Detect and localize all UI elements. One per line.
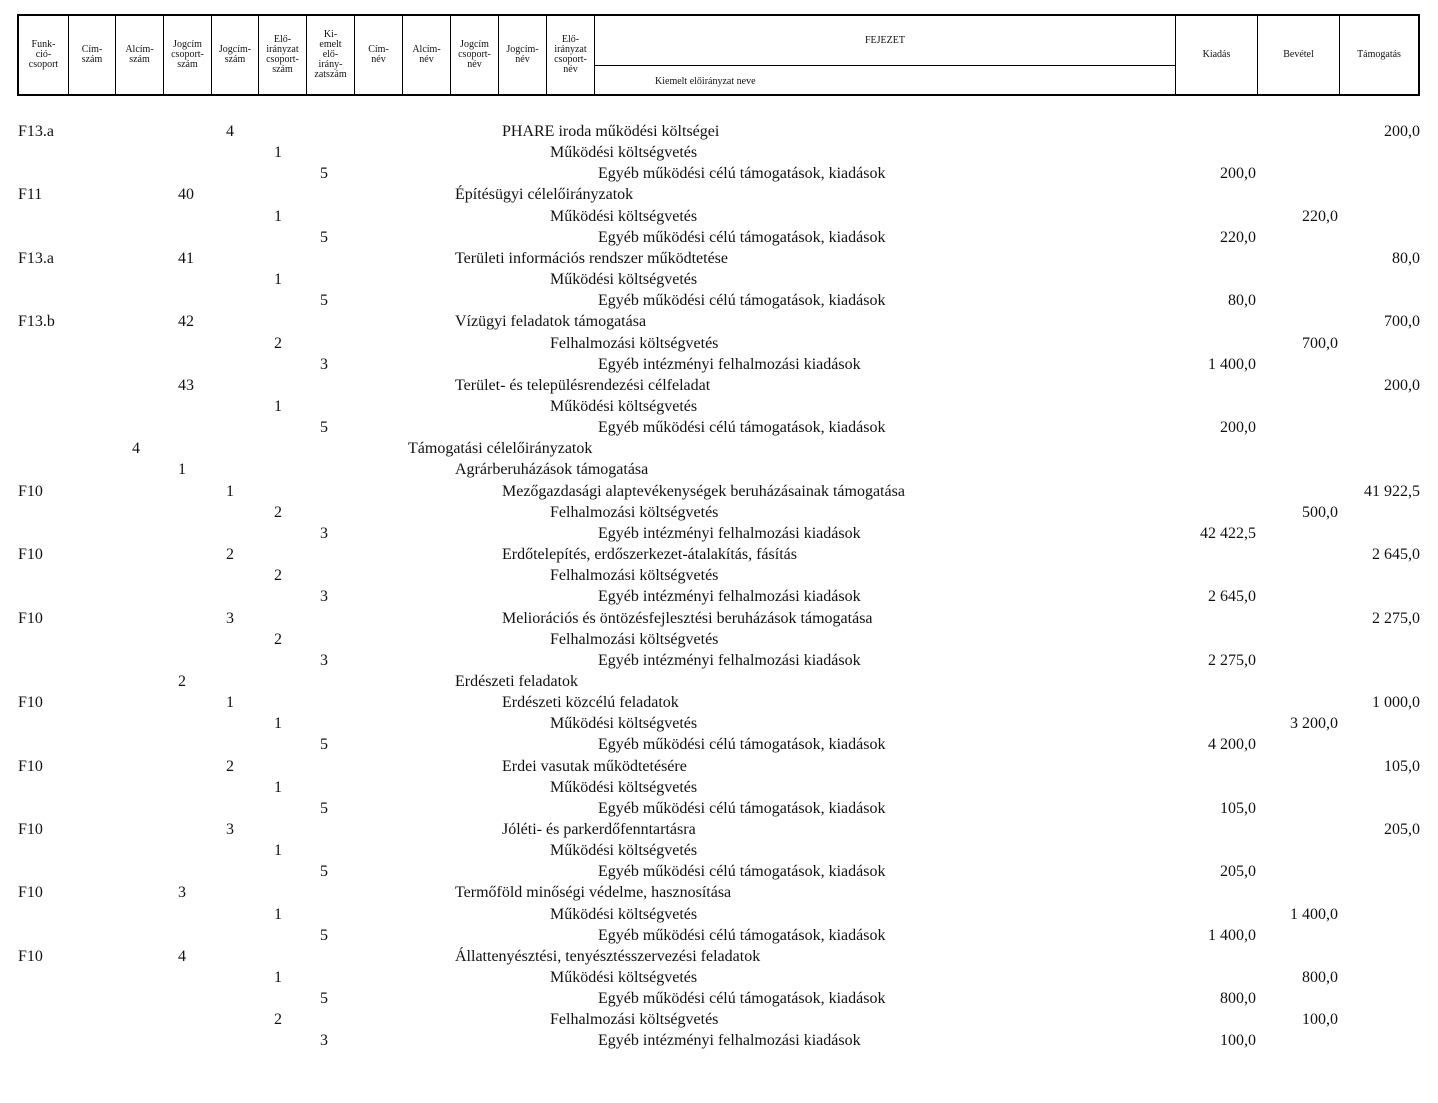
row-kiemelt-eloiranyzat-szam: 3 [320, 588, 328, 606]
row-name: Működési költségvetés [550, 207, 698, 225]
row-funkcio-csoport: F13.b [18, 313, 55, 331]
row-name: Működési költségvetés [550, 144, 698, 162]
table-row [0, 438, 1438, 459]
row-name: Termőföld minőségi védelme, hasznosítása [455, 884, 732, 902]
table-row [0, 925, 1438, 946]
row-kiemelt-eloiranyzat-szam: 3 [320, 355, 328, 373]
row-alcim-szam: 4 [178, 947, 186, 965]
row-name: Egyéb működési célú támogatások, kiadások [598, 799, 886, 817]
row-kiadas: 1 400,0 [1208, 355, 1256, 373]
table-row [0, 1009, 1438, 1030]
row-name: Egyéb működési célú támogatások, kiadások [598, 165, 886, 183]
row-funkcio-csoport: F13.a [18, 123, 54, 140]
row-kiemelt-eloiranyzat-szam: 3 [320, 524, 328, 542]
row-tamogatas: 2 275,0 [1372, 609, 1420, 627]
row-name: Területi információs rendszer működtetése [455, 249, 728, 267]
row-name: Egyéb működési célú támogatások, kiadások [598, 863, 886, 881]
row-name: Erdei vasutak működtetésére [502, 757, 687, 775]
table-row [0, 798, 1438, 819]
table-row [0, 988, 1438, 1009]
row-tamogatas: 200,0 [1384, 376, 1420, 394]
row-funkcio-csoport: F10 [18, 482, 43, 500]
table-row [0, 248, 1438, 269]
header-jogcim-csoport-nev: Jogcím csoport- név [451, 16, 499, 94]
table-row [0, 904, 1438, 925]
row-kiemelt-eloiranyzat-szam: 3 [320, 1032, 328, 1050]
row-name: Egyéb működési célú támogatások, kiadások [598, 926, 886, 944]
table-row [0, 967, 1438, 988]
row-name: Egyéb intézményi felhalmozási kiadások [598, 1032, 861, 1050]
row-name: Terület- és településrendezési célfeladat [455, 376, 711, 394]
row-name: Működési költségvetés [550, 778, 698, 796]
row-name: Mezőgazdasági alaptevékenységek beruházásainak támogatása [502, 482, 905, 500]
table-row [0, 565, 1438, 586]
header-jogcim-csoport-szam: Jogcím csoport- szám [164, 16, 212, 94]
row-eloiranyzat-csoport-szam: 2 [274, 503, 282, 521]
row-name: Egyéb működési célú támogatások, kiadások [598, 228, 886, 246]
row-tamogatas: 80,0 [1392, 249, 1420, 267]
row-kiadas: 205,0 [1220, 863, 1256, 881]
row-alcim-szam: 43 [178, 376, 194, 394]
row-kiadas: 220,0 [1220, 228, 1256, 246]
header-tamogatas: Támogatás [1357, 49, 1401, 60]
row-name: Építésügyi célelőirányzatok [455, 186, 634, 204]
row-kiadas: 2 645,0 [1208, 588, 1256, 606]
row-funkcio-csoport: F10 [18, 820, 43, 838]
table-row [0, 692, 1438, 713]
table-row [0, 142, 1438, 163]
table-row [0, 882, 1438, 903]
row-kiemelt-eloiranyzat-szam: 5 [320, 165, 328, 183]
row-eloiranyzat-csoport-szam: 2 [274, 630, 282, 648]
header-cim-szam: Cím- szám [69, 16, 116, 94]
row-funkcio-csoport: F13.a [18, 249, 54, 267]
row-jogcim-szam: 1 [226, 694, 234, 711]
row-name: Támogatási célelőirányzatok [408, 440, 593, 458]
row-kiadas: 1 400,0 [1208, 926, 1256, 944]
row-tamogatas: 700,0 [1384, 313, 1420, 331]
row-alcim-szam: 40 [178, 186, 194, 204]
row-tamogatas: 41 922,5 [1364, 482, 1420, 500]
table-row [0, 184, 1438, 205]
row-eloiranyzat-csoport-szam: 1 [274, 271, 282, 288]
row-kiadas: 200,0 [1220, 419, 1256, 437]
table-row [0, 459, 1438, 480]
header-bevetel: Bevétel [1258, 16, 1340, 94]
row-name: Egyéb intézményi felhalmozási kiadások [598, 524, 861, 542]
row-kiadas: 100,0 [1220, 1032, 1256, 1050]
row-eloiranyzat-csoport-szam: 2 [274, 1011, 282, 1029]
row-name: Állattenyésztési, tenyésztésszervezési feladatok [455, 947, 761, 965]
row-name: Felhalmozási költségvetés [550, 567, 719, 585]
row-kiadas: 80,0 [1228, 292, 1256, 310]
row-name: Egyéb működési célú támogatások, kiadások [598, 419, 886, 437]
row-name: Erdészeti közcélú feladatok [502, 694, 679, 711]
header-kiadas: Kiadás [1176, 16, 1258, 94]
row-jogcim-szam: 4 [226, 123, 234, 140]
table-row [0, 608, 1438, 629]
table-row [0, 481, 1438, 502]
header-cim-nev: Cím- név [355, 16, 403, 94]
row-kiadas: 42 422,5 [1200, 524, 1256, 542]
row-jogcim-szam: 2 [226, 546, 234, 563]
row-name: Felhalmozási költségvetés [550, 630, 719, 648]
row-kiadas: 105,0 [1220, 799, 1256, 817]
row-name: Jóléti- és parkerdőfenntartásra [502, 820, 696, 838]
row-funkcio-csoport: F10 [18, 757, 43, 775]
row-bevetel: 220,0 [1302, 207, 1338, 225]
row-alcim-szam: 2 [178, 672, 186, 690]
table-row [0, 121, 1438, 142]
row-name: Erdőtelepítés, erdőszerkezet-átalakítás, fásítás [502, 546, 797, 563]
row-tamogatas: 105,0 [1384, 757, 1420, 775]
row-jogcim-szam: 3 [226, 609, 234, 627]
row-kiemelt-eloiranyzat-szam: 5 [320, 990, 328, 1008]
row-funkcio-csoport: F10 [18, 609, 43, 627]
header-funkcio-csoport: Funk- ció- csoport [19, 16, 69, 94]
table-row [0, 819, 1438, 840]
table-row [0, 650, 1438, 671]
table-row [0, 227, 1438, 248]
row-name: Egyéb működési célú támogatások, kiadások [598, 292, 886, 310]
row-name: Agrárberuházások támogatása [455, 461, 649, 479]
row-tamogatas: 1 000,0 [1372, 694, 1420, 711]
table-row [0, 946, 1438, 967]
header-alcim-nev: Alcím- név [403, 16, 451, 94]
table-row [0, 354, 1438, 375]
row-kiemelt-eloiranyzat-szam: 5 [320, 926, 328, 944]
table-row [0, 586, 1438, 607]
row-kiemelt-eloiranyzat-szam: 5 [320, 228, 328, 246]
table-row [0, 311, 1438, 332]
table-header [17, 14, 1420, 96]
row-name: Meliorációs és öntözésfejlesztési beruházások támogatása [502, 609, 873, 627]
row-tamogatas: 200,0 [1384, 123, 1420, 140]
row-funkcio-csoport: F10 [18, 884, 43, 902]
row-name: Működési költségvetés [550, 969, 698, 986]
row-name: PHARE iroda működési költségei [502, 123, 720, 140]
table-row [0, 1030, 1438, 1051]
row-kiadas: 800,0 [1220, 990, 1256, 1008]
table-row [0, 671, 1438, 692]
table-row [0, 523, 1438, 544]
row-tamogatas: 205,0 [1384, 820, 1420, 838]
row-kiemelt-eloiranyzat-szam: 3 [320, 651, 328, 669]
row-name: Működési költségvetés [550, 397, 698, 415]
row-jogcim-szam: 3 [226, 820, 234, 838]
header-fejezet-box [595, 16, 1176, 94]
row-eloiranyzat-csoport-szam: 2 [274, 334, 282, 352]
row-name: Felhalmozási költségvetés [550, 334, 719, 352]
row-funkcio-csoport: F10 [18, 947, 43, 965]
header-alcim-szam: Alcím- szám [116, 16, 164, 94]
row-jogcim-szam: 1 [226, 482, 234, 500]
header-kiemelt-eloiranyzat-szam: Ki- emelt elő- irány- zatszám [307, 16, 355, 94]
row-name: Felhalmozási költségvetés [550, 503, 719, 521]
row-kiemelt-eloiranyzat-szam: 5 [320, 799, 328, 817]
row-eloiranyzat-csoport-szam: 1 [274, 144, 282, 162]
row-name: Működési költségvetés [550, 905, 698, 923]
table-row [0, 777, 1438, 798]
header-eloiranyzat-csoport-nev: Elő- irányzat csoport- név [547, 16, 595, 94]
header-jogcim-nev: Jogcím- név [499, 16, 547, 94]
row-cim-szam: 4 [132, 440, 140, 458]
header-eloiranyzat-csoport-szam: Elő- irányzat csoport- szám [259, 16, 307, 94]
table-row [0, 713, 1438, 734]
table-row [0, 502, 1438, 523]
header-kiemelt-nev: Kiemelt előirányzat neve [655, 76, 756, 87]
row-eloiranyzat-csoport-szam: 1 [274, 715, 282, 733]
row-eloiranyzat-csoport-szam: 1 [274, 905, 282, 923]
row-name: Működési költségvetés [550, 271, 698, 288]
table-row [0, 333, 1438, 354]
row-name: Egyéb működési célú támogatások, kiadások [598, 736, 886, 754]
table-row [0, 396, 1438, 417]
table-row [0, 375, 1438, 396]
row-kiadas: 4 200,0 [1208, 736, 1256, 754]
table-row [0, 290, 1438, 311]
row-alcim-szam: 1 [178, 461, 186, 479]
header-fejezet: FEJEZET [595, 16, 1175, 66]
table-row [0, 756, 1438, 777]
row-kiemelt-eloiranyzat-szam: 5 [320, 292, 328, 310]
table-row [0, 206, 1438, 227]
row-kiadas: 200,0 [1220, 165, 1256, 183]
row-kiemelt-eloiranyzat-szam: 5 [320, 419, 328, 437]
table-row [0, 840, 1438, 861]
row-bevetel: 800,0 [1302, 969, 1338, 986]
row-alcim-szam: 41 [178, 249, 194, 267]
table-row [0, 861, 1438, 882]
row-bevetel: 500,0 [1302, 503, 1338, 521]
row-bevetel: 700,0 [1302, 334, 1338, 352]
row-tamogatas: 2 645,0 [1372, 546, 1420, 563]
row-eloiranyzat-csoport-szam: 1 [274, 969, 282, 986]
row-name: Egyéb intézményi felhalmozási kiadások [598, 651, 861, 669]
row-name: Egyéb intézményi felhalmozási kiadások [598, 588, 861, 606]
row-kiemelt-eloiranyzat-szam: 5 [320, 736, 328, 754]
row-name: Működési költségvetés [550, 842, 698, 860]
table-row [0, 544, 1438, 565]
row-name: Erdészeti feladatok [455, 672, 579, 690]
row-alcim-szam: 3 [178, 884, 186, 902]
row-eloiranyzat-csoport-szam: 1 [274, 397, 282, 415]
header-jogcim-szam: Jogcím- szám [212, 16, 259, 94]
table-row [0, 163, 1438, 184]
row-funkcio-csoport: F10 [18, 694, 43, 711]
row-alcim-szam: 42 [178, 313, 194, 331]
row-funkcio-csoport: F11 [18, 186, 43, 204]
row-eloiranyzat-csoport-szam: 1 [274, 842, 282, 860]
row-kiadas: 2 275,0 [1208, 651, 1256, 669]
row-funkcio-csoport: F10 [18, 546, 43, 563]
row-jogcim-szam: 2 [226, 757, 234, 775]
row-name: Vízügyi feladatok támogatása [455, 313, 647, 331]
row-bevetel: 3 200,0 [1290, 715, 1338, 733]
row-name: Egyéb intézményi felhalmozási kiadások [598, 355, 861, 373]
table-row [0, 734, 1438, 755]
row-name: Működési költségvetés [550, 715, 698, 733]
row-eloiranyzat-csoport-szam: 1 [274, 778, 282, 796]
table-row [0, 269, 1438, 290]
row-bevetel: 100,0 [1302, 1011, 1338, 1029]
table-row [0, 417, 1438, 438]
row-bevetel: 1 400,0 [1290, 905, 1338, 923]
row-eloiranyzat-csoport-szam: 2 [274, 567, 282, 585]
row-kiemelt-eloiranyzat-szam: 5 [320, 863, 328, 881]
row-eloiranyzat-csoport-szam: 1 [274, 207, 282, 225]
row-name: Felhalmozási költségvetés [550, 1011, 719, 1029]
row-name: Egyéb működési célú támogatások, kiadások [598, 990, 886, 1008]
table-row [0, 629, 1438, 650]
